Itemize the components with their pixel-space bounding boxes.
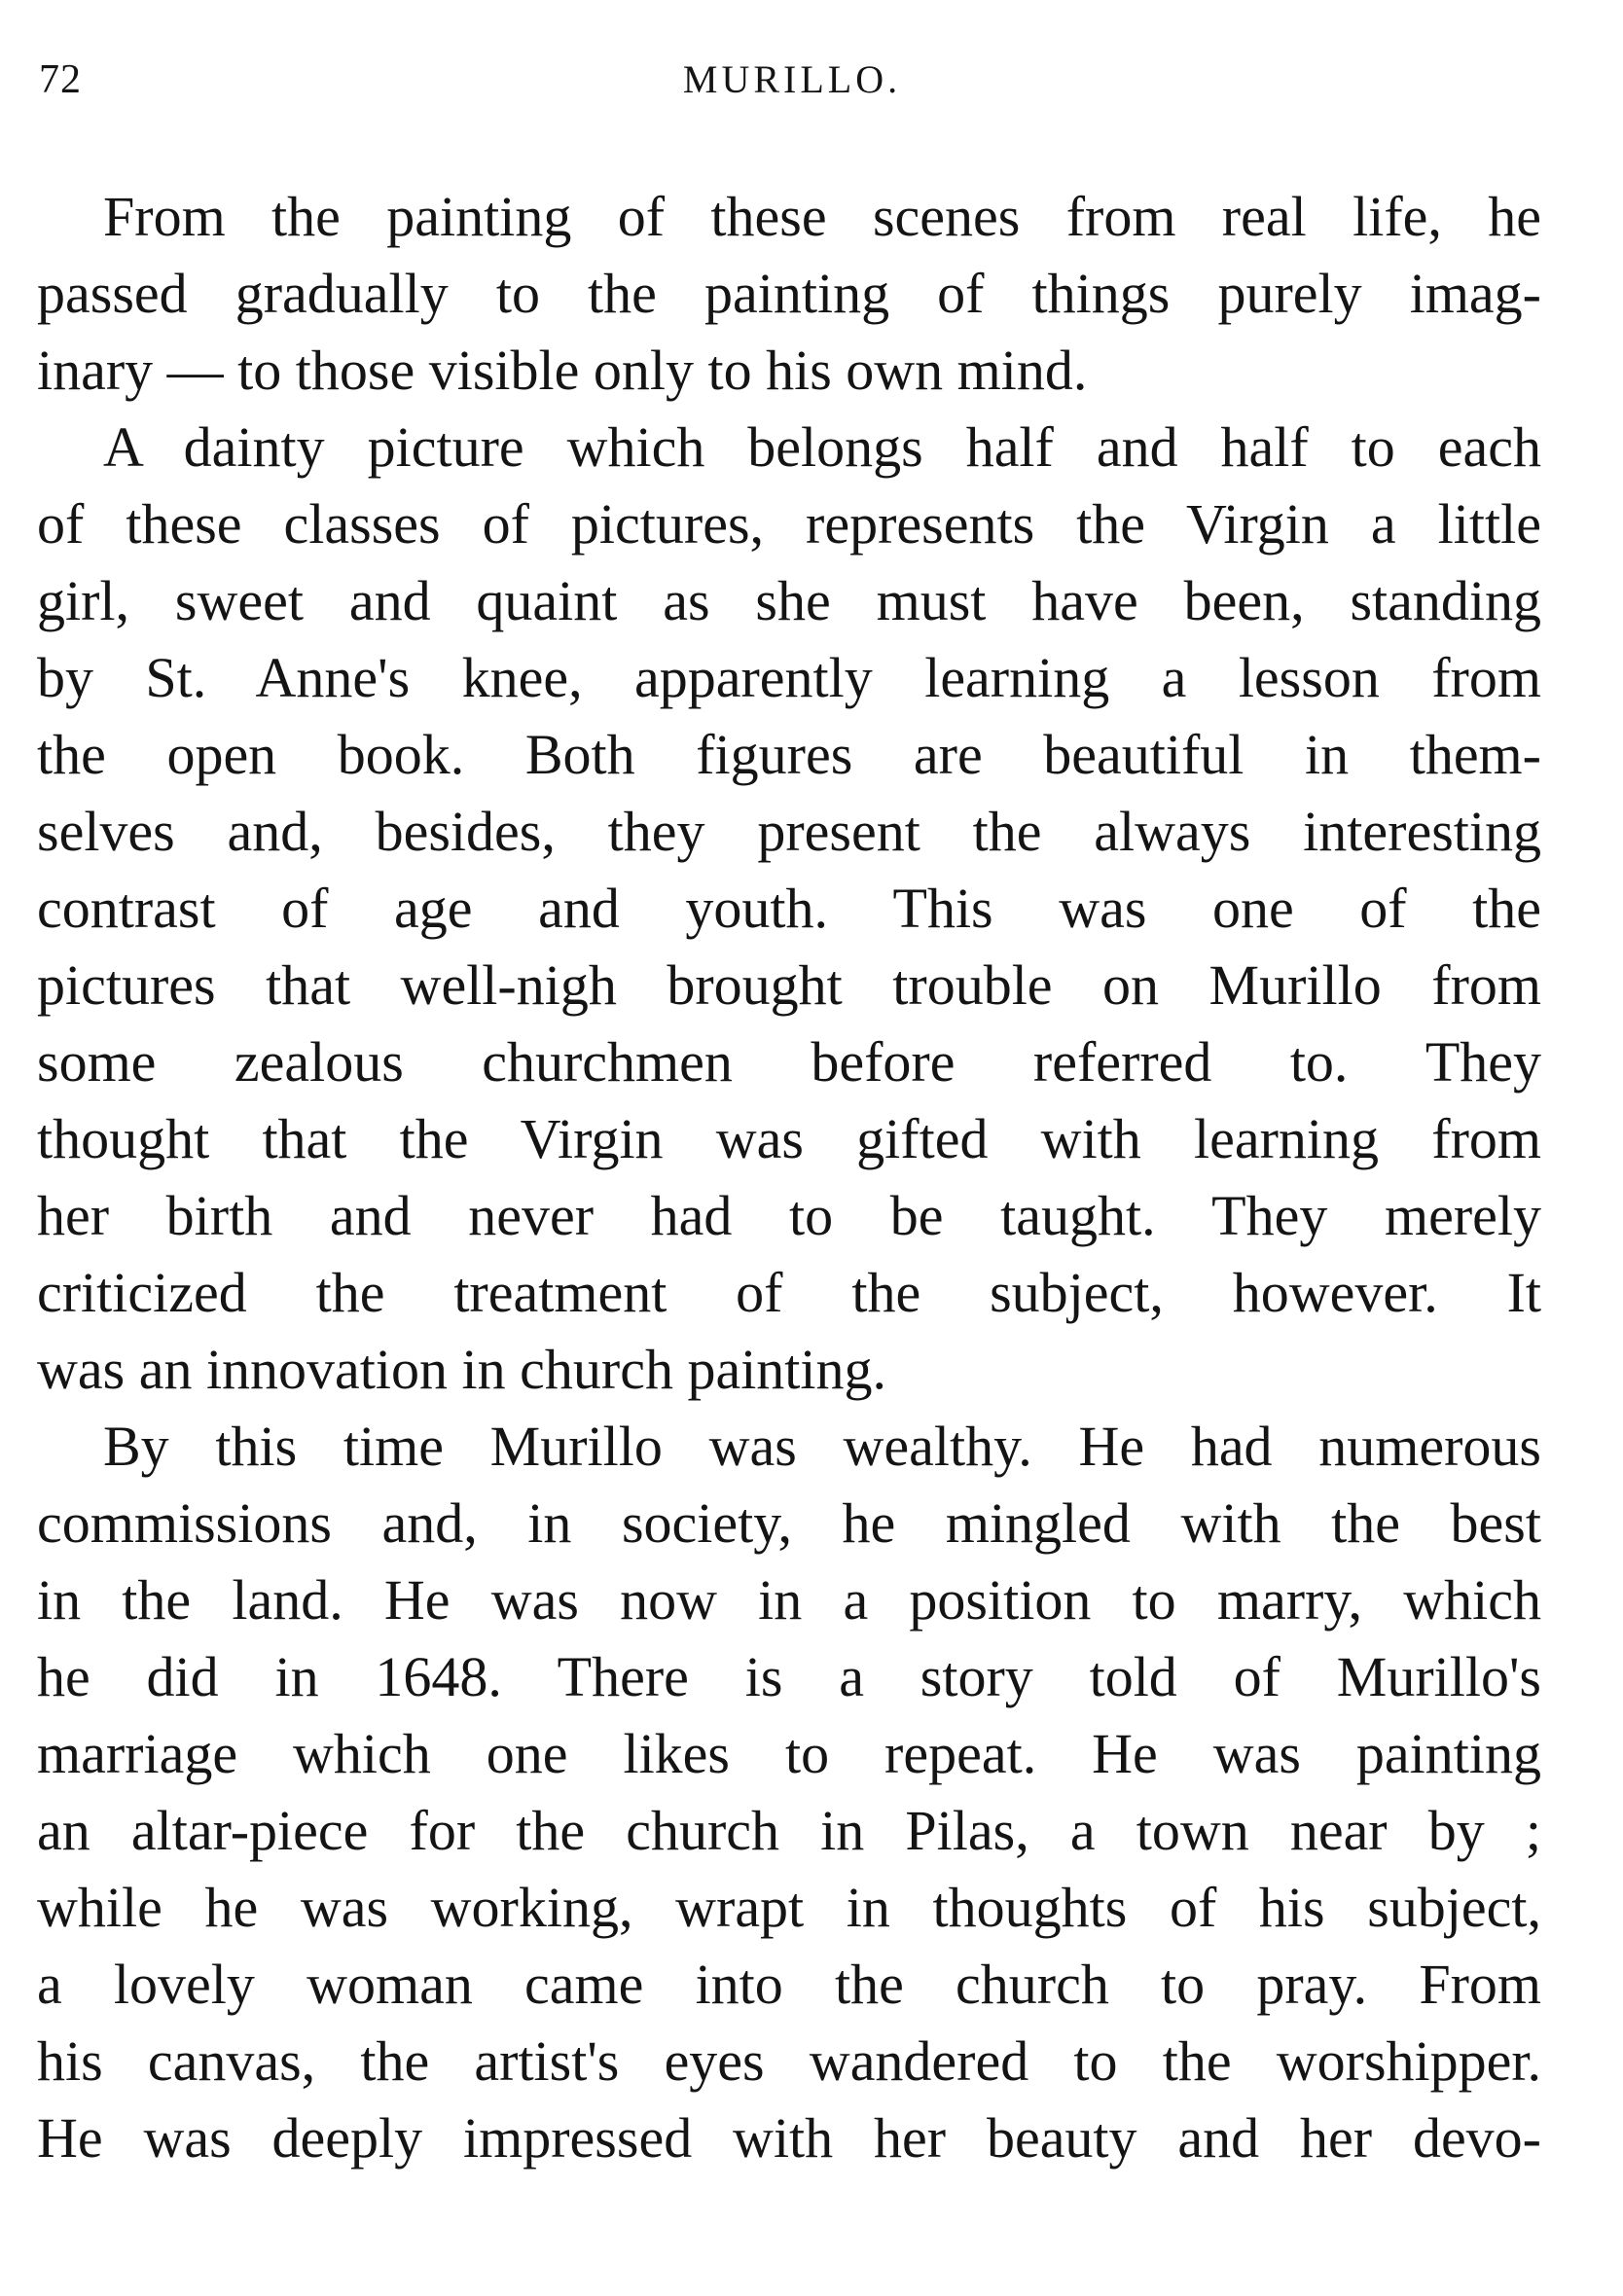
text-line: in the land. He was now in a position to marry, which (37, 1568, 1541, 1632)
body-text (37, 178, 1541, 2176)
text-line: the open book. Both figures are beautiful in them- (37, 723, 1541, 786)
running-head (39, 56, 1545, 115)
text-line: inary — to those visible only to his own mind. (37, 339, 1088, 402)
running-title: MURILLO. (682, 57, 902, 101)
text-line: her birth and never had to be taught. They merely (37, 1184, 1541, 1247)
text-line: contrast of age and youth. This was one of the (37, 877, 1541, 940)
text-line: marriage which one likes to repeat. He was painting (37, 1722, 1541, 1785)
text-line: a lovely woman came into the church to pray. From (37, 1953, 1541, 2016)
text-line: an altar-piece for the church in Pilas, a town near by ; (37, 1799, 1541, 1862)
text-line: his canvas, the artist's eyes wandered to the worshipper. (37, 2029, 1541, 2093)
text-line: of these classes of pictures, represents the Virgin a little (37, 492, 1541, 556)
text-line: he did in 1648. There is a story told of Murillo's (37, 1645, 1541, 1708)
text-line: passed gradually to the painting of things purely imag- (37, 262, 1541, 325)
text-line: by St. Anne's knee, apparently learning a lesson from (37, 646, 1541, 709)
text-line: girl, sweet and quaint as she must have been, standing (37, 569, 1541, 632)
text-line: A dainty picture which belongs half and half to each (103, 415, 1541, 479)
text-line: criticized the treatment of the subject, however. It (37, 1261, 1541, 1324)
text-line: while he was working, wrapt in thoughts of his subject, (37, 1876, 1541, 1939)
text-line: was an innovation in church painting. (37, 1338, 887, 1401)
text-line: some zealous churchmen before referred to. They (37, 1030, 1541, 1094)
text-line: pictures that well-nigh brought trouble on Murillo from (37, 953, 1541, 1017)
page-number: 72 (39, 57, 82, 102)
text-line: By this time Murillo was wealthy. He had numerous (103, 1415, 1541, 1478)
text-line: From the painting of these scenes from real life, he (103, 185, 1541, 248)
text-line: commissions and, in society, he mingled with the best (37, 1491, 1541, 1555)
text-line: thought that the Virgin was gifted with learning from (37, 1107, 1541, 1170)
text-line: selves and, besides, they present the always interesting (37, 800, 1541, 863)
text-line: He was deeply impressed with her beauty and her devo- (37, 2106, 1541, 2170)
